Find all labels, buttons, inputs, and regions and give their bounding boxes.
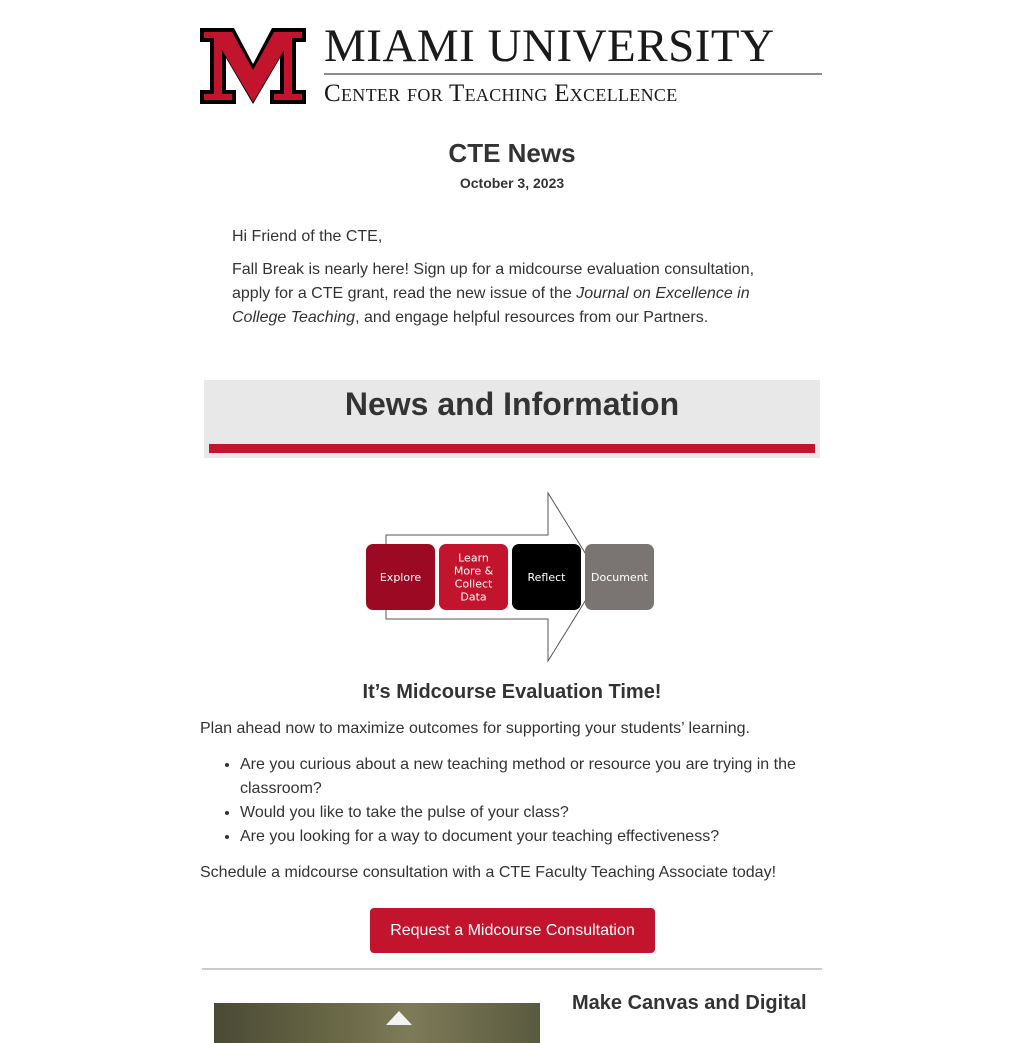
journal-title: Journal on Excellence in College Teaching (232, 285, 750, 326)
center-name: Center for Teaching Excellence (324, 80, 678, 107)
article-heading: It’s Midcourse Evaluation Time! (362, 681, 662, 703)
list-item: • Are you looking for a way to document your teaching effectiveness? (240, 825, 840, 849)
process-step-label: More & (453, 564, 494, 578)
article-closing: Schedule a midcourse consultation with a CTE Faculty Teaching Associate today! (200, 864, 777, 881)
intro-text-before: Fall Break is nearly here! Sign up for a midcourse evaluation consultation, apply for a CTE grant, read the new issue of the (232, 261, 755, 302)
article-thumbnail[interactable] (214, 1003, 540, 1043)
miami-m-logo-icon (200, 24, 306, 104)
greeting: Hi Friend of the CTE, (232, 228, 383, 245)
section-divider (202, 968, 822, 970)
process-step-label: Explore (379, 571, 422, 584)
newsletter-date: October 3, 2023 (459, 175, 565, 191)
process-step-label: Reflect (527, 571, 566, 584)
article-bullets (200, 753, 840, 849)
university-name: MIAMI UNIVERSITY (324, 20, 775, 72)
process-step-label: Data (460, 590, 487, 604)
intro-text-after: , and engage helpful resources from our Partners. (355, 309, 709, 326)
list-item: • Would you like to take the pulse of your class? (240, 801, 840, 825)
midcourse-process-diagram (364, 490, 660, 664)
article-lead: Plan ahead now to maximize outcomes for supporting your students’ learning. (200, 720, 750, 737)
next-article-title[interactable]: Make Canvas and Digital (572, 992, 807, 1014)
process-step-label: Learn (458, 551, 489, 565)
request-consultation-button[interactable]: Request a Midcourse Consultation (370, 908, 655, 953)
header-logo[interactable] (200, 22, 824, 108)
process-step-label: Collect (454, 577, 493, 591)
logo-divider (324, 73, 822, 75)
section-title: News and Information (344, 386, 680, 422)
newsletter-title: CTE News (448, 138, 576, 168)
upload-arrow-icon (386, 1011, 412, 1025)
intro-paragraph (232, 258, 772, 330)
process-step-label: Document (591, 571, 648, 584)
section-red-rule (209, 444, 815, 453)
list-item: • Are you curious about a new teaching method or resource you are trying in the classroom? (240, 753, 840, 801)
